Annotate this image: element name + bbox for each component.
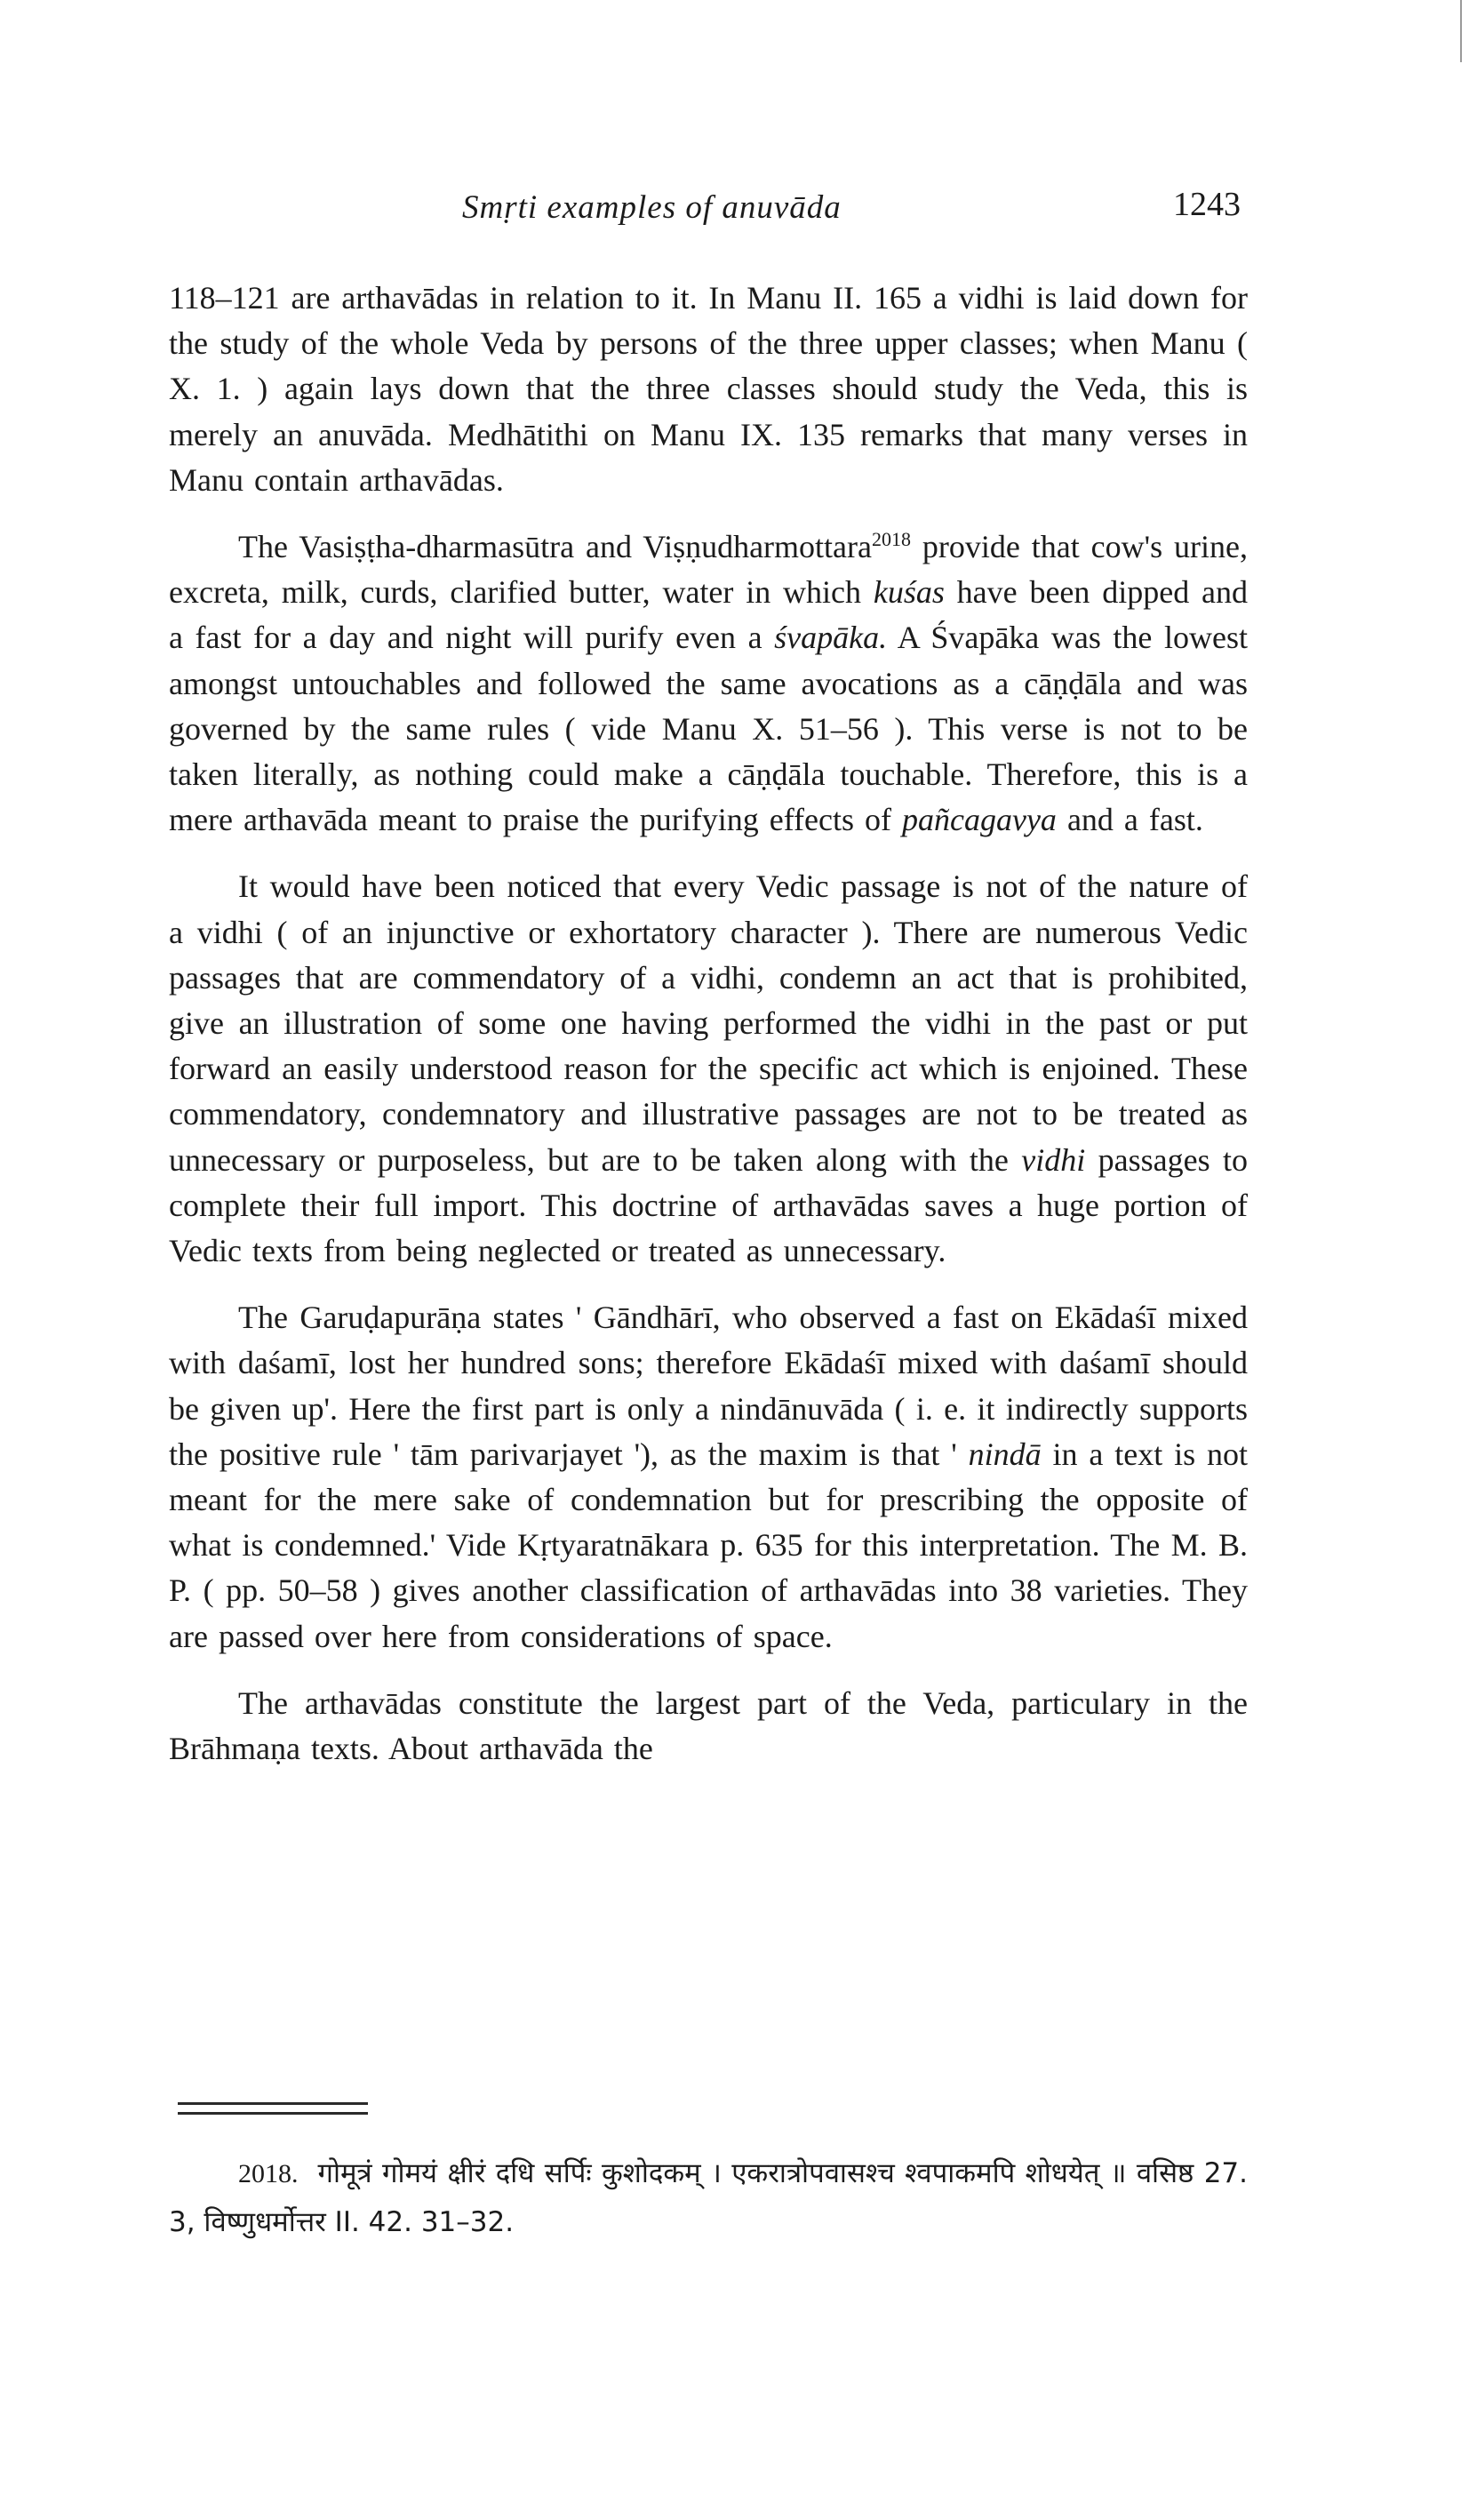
- text-run: A Śvapāka was the lowest amongst untouchables and followed the same avocations as a cāṇḍāla and was governed by the same rules ( vide Manu X. 51–56 ). This verse is not to be taken literally, as nothing could make a cāṇḍāla touchable. Therefore, this is a mere arthavāda meant to praise the purifying effects of: [169, 620, 1248, 838]
- text-run: It would have been noticed that every Vedic passage is not of the nature of a vidhi ( of an injunctive or exhortatory character ). There are numerous Vedic passages that are commendatory of a vidhi, condemn an act that is prohibited, give an illustration of some one having performed the vidhi in the past or put forward an easily understood reason for the specific act which is enjoined. These commendatory, condemnatory and illustrative passages are not to be treated as unnecessary or purposeless, but are to be taken along with the: [169, 868, 1248, 1178]
- italic-term: śvapāka.: [774, 620, 888, 656]
- text-run: in a text is not meant for the mere sake of condemnation but for prescribing the opposite of what is condemned.' Vide Kṛtyaratnākara p. 635 for this interpretation. The M. B. P. ( pp. 50–58 ) gives another classification of arthavādas into 38 varieties. They are passed over here from considerations of space.: [169, 1436, 1249, 1654]
- italic-term: vidhi: [1021, 1141, 1086, 1178]
- margin-mark: [1460, 0, 1462, 62]
- text-run: 118–121 are arthavādas in relation to it. In Manu II. 165 a vidhi is laid down for the study of the whole Veda by persons of the three upper classes; when Manu ( X. 1. ) again lays down that the three classes should study the Veda, this is merely an anuvāda. Medhātithi on Manu IX. 135 remarks that many verses in Manu contain arthavādas.: [169, 280, 1248, 498]
- footnote-reference: 2018: [872, 528, 911, 551]
- text-run: provide that cow's urine, excreta, milk, curds, clarified butter, water in which: [169, 529, 1248, 611]
- running-title: Smṛti examples of anuvāda: [462, 189, 842, 226]
- text-run: have been dipped and a fast for a day and night will purify even a: [169, 574, 1249, 656]
- text-run: passages to complete their full import. This doctrine of arthavādas saves a huge portion of Vedic texts from being neglected or treated as unnecessary.: [169, 1141, 1248, 1269]
- page-number: 1243: [1173, 186, 1241, 223]
- body-text: [169, 276, 1248, 1772]
- text-run: and a fast.: [1056, 802, 1203, 838]
- footnote: [169, 2149, 1248, 2247]
- paragraph-2: [169, 524, 1248, 843]
- text-run: The Vasiṣṭha-dharmasūtra and Viṣṇudharmottara: [238, 529, 872, 565]
- paragraph-3: [169, 864, 1248, 1274]
- paragraph-5: [169, 1681, 1248, 1772]
- italic-term: kuśas: [873, 574, 945, 611]
- paragraph-1: [169, 276, 1248, 503]
- footnote-number: 2018.: [238, 2159, 299, 2188]
- paragraph-4: [169, 1295, 1248, 1660]
- footnote-rule-bottom: [178, 2112, 368, 2115]
- footnote-rule-top: [178, 2102, 368, 2105]
- italic-term: pañcagavya: [902, 802, 1057, 838]
- page-header: [169, 188, 1262, 242]
- footnote-text: गोमूत्रं गोमयं क्षीरं दधि सर्पिः कुशोदकम् । एकरात्रोपवासश्च श्वपाकमपि शोधयेत् ॥ वसिष्ठ 27. 3, विष्णुधर्मोत्तर II. 42. 31–32.: [169, 2157, 1248, 2238]
- text-run: The arthavādas constitute the largest part of the Veda, particulary in the Brāhmaṇa texts. About arthavāda the: [169, 1684, 1248, 1767]
- text-run: The Garuḍapurāṇa states ' Gāndhārī, who observed a fast on Ekādaśī mixed with daśamī, lost her hundred sons; therefore Ekādaśī mixed with daśamī should be given up'. Here the first part is only a nindānuvāda ( i. e. it indirectly supports the positive rule ' tām parivarjayet '), as the maxim is that ': [169, 1300, 1248, 1472]
- italic-term: nindā: [968, 1436, 1042, 1472]
